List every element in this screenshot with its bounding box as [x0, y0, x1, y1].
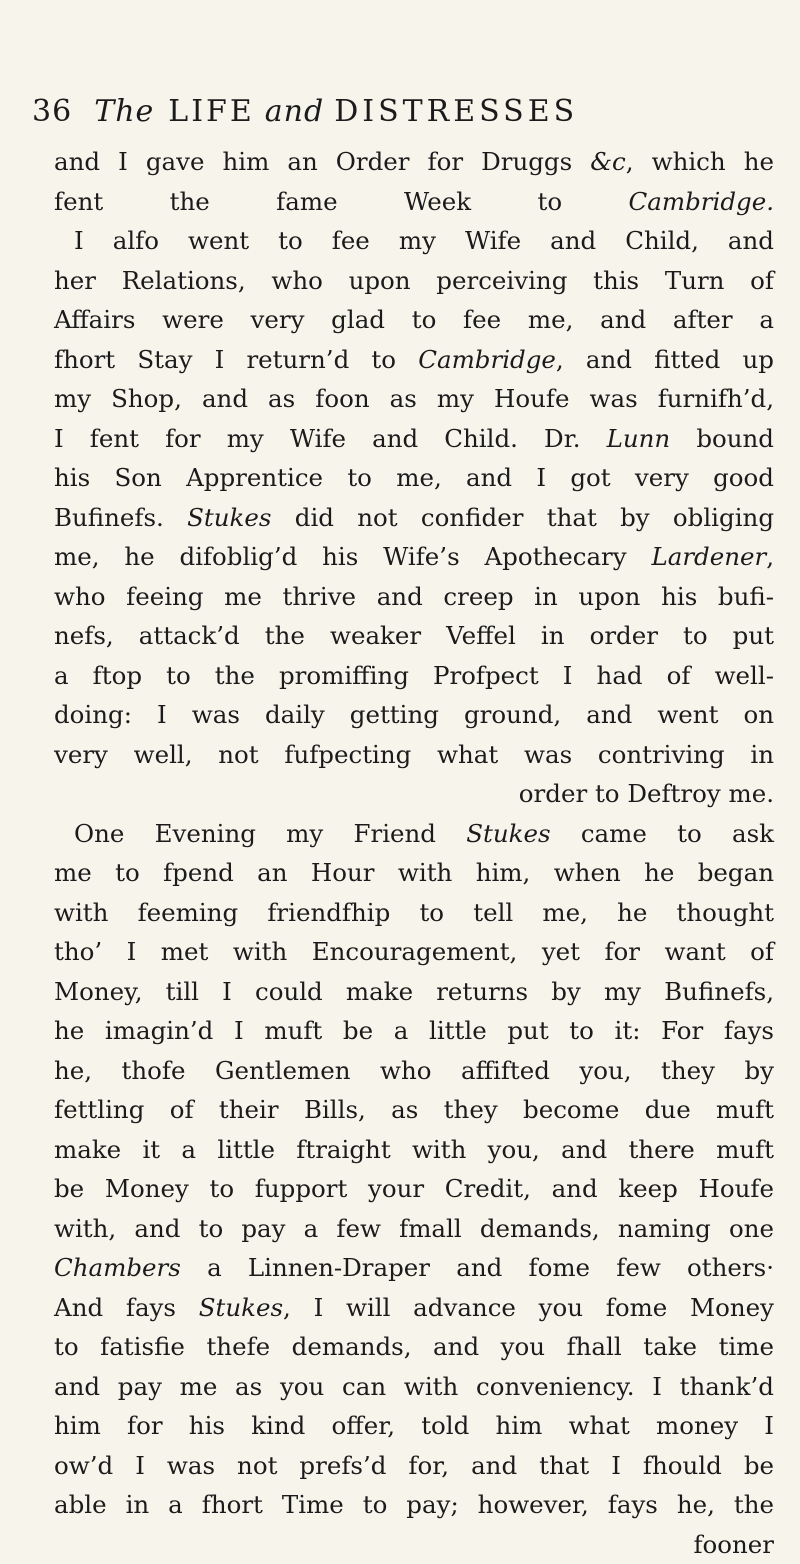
text-segment: nefs, attack’d the weaker Veffel in order to put: [54, 621, 774, 650]
text-segment: and I gave him an Order for Druggs: [54, 147, 590, 176]
text-line: [54, 458, 774, 498]
running-head: [32, 90, 752, 134]
text-segment: Money, till I could make returns by my Bufinefs,: [54, 977, 774, 1006]
text-segment: he imagin’d I muft be a little put to it: For fays: [54, 1016, 774, 1045]
text-line: [54, 972, 774, 1012]
text-segment: me, he difoblig’d his Wife’s Apothecary: [54, 542, 651, 571]
text-segment: fooner: [693, 1530, 774, 1559]
text-line: [54, 1169, 774, 1209]
text-line: [54, 419, 774, 459]
text-line: [54, 893, 774, 933]
text-line: [54, 1090, 774, 1130]
text-segment: ,: [766, 542, 774, 571]
italic-text: Lardener: [651, 542, 766, 571]
text-line: [54, 379, 774, 419]
text-line: [54, 1248, 774, 1288]
text-segment: One Evening my Friend: [74, 819, 466, 848]
italic-text: &c: [590, 147, 626, 176]
text-line: [54, 1485, 774, 1525]
text-segment: my Shop, and as foon as my Houfe was furnifh’d,: [54, 384, 774, 413]
text-line: [54, 1327, 774, 1367]
body-text: [54, 142, 774, 1564]
text-line: [54, 656, 774, 696]
text-segment: did not confider that by obliging: [271, 503, 774, 532]
text-line: [54, 695, 774, 735]
italic-text: Cambridge.: [629, 187, 774, 216]
text-line: [54, 932, 774, 972]
text-line: [54, 1288, 774, 1328]
italic-text: Stukes: [187, 503, 271, 532]
running-head-life: LIFE: [168, 94, 255, 129]
text-line: [54, 300, 774, 340]
text-segment: who feeing me thrive and creep in upon his bufi-: [54, 582, 774, 611]
text-segment: fent the fame Week to: [54, 187, 629, 216]
text-segment: be Money to fupport your Credit, and keep Houfe: [54, 1174, 774, 1203]
text-segment: , which he: [626, 147, 774, 176]
text-line: [54, 1406, 774, 1446]
italic-text: Stukes: [466, 819, 550, 848]
text-segment: her Relations, who upon perceiving this Turn of: [54, 266, 774, 295]
text-segment: to fatisfie thefe demands, and you fhall take time: [54, 1332, 774, 1361]
text-line: [54, 1130, 774, 1170]
text-line: [54, 1446, 774, 1486]
text-segment: him for his kind offer, told him what money I: [54, 1411, 774, 1440]
text-segment: Bufinefs.: [54, 503, 187, 532]
text-segment: ow’d I was not prefs’d for, and that I fhould be: [54, 1451, 774, 1480]
text-segment: very well, not fufpecting what was contriving in: [54, 740, 774, 769]
italic-text: Chambers: [54, 1253, 181, 1282]
catchword: [54, 1525, 774, 1564]
text-line: [54, 182, 774, 222]
page-number: 36: [32, 94, 72, 129]
text-segment: able in a fhort Time to pay; however, fays he, the: [54, 1490, 774, 1519]
text-segment: bound: [670, 424, 774, 453]
text-segment: Affairs were very glad to fee me, and after a: [54, 305, 774, 334]
text-segment: a Linnen-Draper and fome few others·: [181, 1253, 774, 1282]
text-segment: doing: I was daily getting ground, and went on: [54, 700, 774, 729]
text-segment: his Son Apprentice to me, and I got very good: [54, 463, 774, 492]
text-segment: a ftop to the promiffing Profpect I had of well-: [54, 661, 774, 690]
italic-text: Cambridge: [418, 345, 556, 374]
text-line: [54, 1011, 774, 1051]
text-segment: , I will advance you fome Money: [283, 1293, 774, 1322]
text-segment: tho’ I met with Encouragement, yet for want of: [54, 937, 774, 966]
italic-text: Stukes: [199, 1293, 283, 1322]
text-line: [54, 853, 774, 893]
text-segment: , and fitted up: [556, 345, 774, 374]
text-segment: order to Deftroy me.: [519, 779, 774, 808]
text-line: [54, 1367, 774, 1407]
text-line: [54, 735, 774, 775]
running-head-and: and: [265, 94, 324, 129]
text-line: [54, 498, 774, 538]
text-segment: I fent for my Wife and Child. Dr.: [54, 424, 607, 453]
text-line: [54, 1051, 774, 1091]
text-line: [54, 814, 774, 854]
text-segment: And fays: [54, 1293, 199, 1322]
text-line: [54, 221, 774, 261]
text-segment: make it a little ftraight with you, and there muft: [54, 1135, 774, 1164]
text-line: [54, 577, 774, 617]
text-line: [54, 774, 774, 814]
text-segment: with feeming friendfhip to tell me, he thought: [54, 898, 774, 927]
italic-text: Lunn: [607, 424, 671, 453]
text-line: [54, 340, 774, 380]
running-head-the: The: [94, 94, 154, 129]
text-segment: and pay me as you can with conveniency. I thank’d: [54, 1372, 774, 1401]
text-line: [54, 1209, 774, 1249]
text-segment: fettling of their Bills, as they become due muft: [54, 1095, 774, 1124]
text-segment: came to ask: [551, 819, 774, 848]
text-segment: he, thofe Gentlemen who affifted you, they by: [54, 1056, 774, 1085]
text-line: [54, 261, 774, 301]
text-line: [54, 142, 774, 182]
text-line: [54, 616, 774, 656]
text-line: [54, 537, 774, 577]
text-segment: me to fpend an Hour with him, when he began: [54, 858, 774, 887]
text-segment: I alfo went to fee my Wife and Child, and: [74, 226, 774, 255]
text-segment: fhort Stay I return’d to: [54, 345, 418, 374]
running-head-distresses: DISTRESSES: [334, 94, 578, 129]
text-segment: with, and to pay a few fmall demands, naming one: [54, 1214, 774, 1243]
